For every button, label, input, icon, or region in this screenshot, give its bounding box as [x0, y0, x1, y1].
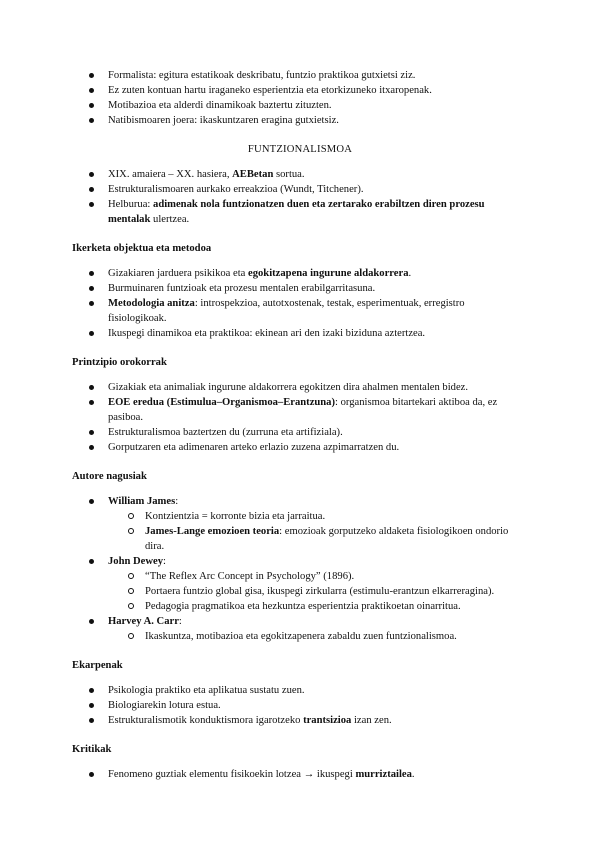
sub-list-item: “The Reflex Arc Concept in Psychology” (1896).: [0, 569, 600, 584]
heading-printzipio: Printzipio orokorrak: [72, 357, 167, 368]
ekarpenak-list: [0, 683, 600, 728]
sub-list-item: Portaera funtzio global gisa, ikuspegi zirkularra (estimulu-erantzun elkarreragina).: [0, 584, 600, 599]
sub-list-item: James-Lange emozioen teoria: emozioak gorputzeko aldaketa fisiologikoen ondorio dira.: [0, 524, 600, 554]
sub-list-item: Pedagogia pragmatikoa eta hezkuntza esperientzia praktikoetan oinarritua.: [0, 599, 600, 614]
list-item: XIX. amaiera – XX. hasiera, AEBetan sortua.: [0, 167, 600, 182]
funtzionalismoa-list: [0, 167, 600, 227]
list-item: Gizakiak eta animaliak ingurune aldakorrera egokitzen dira ahalmen mentalen bidez.: [0, 380, 600, 395]
list-item: Burmuinaren funtzioak eta prozesu mentalen erabilgarritasuna.: [0, 281, 600, 296]
list-item: Ez zuten kontuan hartu iraganeko esperientzia eta etorkizuneko itxaropenak.: [0, 83, 600, 98]
formalist-critique-list: [0, 68, 600, 128]
list-item: Motibazioa eta alderdi dinamikoak baztertu zituzten.: [0, 98, 600, 113]
list-item: Metodologia anitza: introspekzioa, autotxostenak, testak, esperimentuak, erregistro fisiologikoak.: [0, 296, 600, 326]
list-item: Gorputzaren eta adimenaren arteko erlazio zuzena azpimarratzen du.: [0, 440, 600, 455]
list-item: EOE eredua (Estimulua–Organismoa–Erantzuna): organismoa bitartekari aktiboa da, ez pasiboa.: [0, 395, 600, 425]
list-item: Estrukturalismotik konduktismora igarotzeko trantsizioa izan zen.: [0, 713, 600, 728]
sub-list-item: Ikaskuntza, motibazioa eta egokitzapenera zabaldu zuen funtzionalismoa.: [0, 629, 600, 644]
ikerketa-list: [0, 266, 600, 341]
heading-ekarpenak: Ekarpenak: [72, 660, 123, 671]
list-item: Helburua: adimenak nola funtzionatzen duen eta zertarako erabiltzen diren prozesu mentalak ulertzea.: [0, 197, 600, 227]
heading-kritikak: Kritikak: [72, 744, 112, 755]
harvey-carr-sublist: [0, 629, 600, 644]
kritikak-list: [0, 767, 600, 782]
list-item: Estrukturalismoaren aurkako erreakzioa (Wundt, Titchener).: [0, 182, 600, 197]
section-title-funtzionalismoa: FUNTZIONALISMOA: [247, 144, 353, 155]
heading-autoreak: Autore nagusiak: [72, 471, 147, 482]
william-james-sublist: [0, 509, 600, 554]
list-item: Fenomeno guztiak elementu fisikoekin lotzea → ikuspegi murriztailea.: [0, 767, 600, 782]
list-item: Ikuspegi dinamikoa eta praktikoa: ekinean ari den izaki biziduna aztertzea.: [0, 326, 600, 341]
sub-list-item: Kontzientzia = korronte bizia eta jarraitua.: [0, 509, 600, 524]
list-item: Biologiarekin lotura estua.: [0, 698, 600, 713]
list-item: Psikologia praktiko eta aplikatua sustatu zuen.: [0, 683, 600, 698]
john-dewey-sublist: [0, 569, 600, 614]
list-item: Gizakiaren jarduera psikikoa eta egokitzapena ingurune aldakorrera.: [0, 266, 600, 281]
author-john-dewey: John Dewey:: [0, 554, 600, 569]
author-william-james: William James:: [0, 494, 600, 509]
list-item: Formalista: egitura estatikoak deskribatu, funtzio praktikoa gutxietsi ziz.: [0, 68, 600, 83]
autoreak-list: [0, 494, 600, 509]
printzipio-list: [0, 380, 600, 455]
heading-ikerketa: Ikerketa objektua eta metodoa: [72, 243, 212, 254]
list-item: Estrukturalismoa baztertzen du (zurruna eta artifiziala).: [0, 425, 600, 440]
list-item: Natibismoaren joera: ikaskuntzaren eragina gutxietsiz.: [0, 113, 600, 128]
author-harvey-carr: Harvey A. Carr:: [0, 614, 600, 629]
